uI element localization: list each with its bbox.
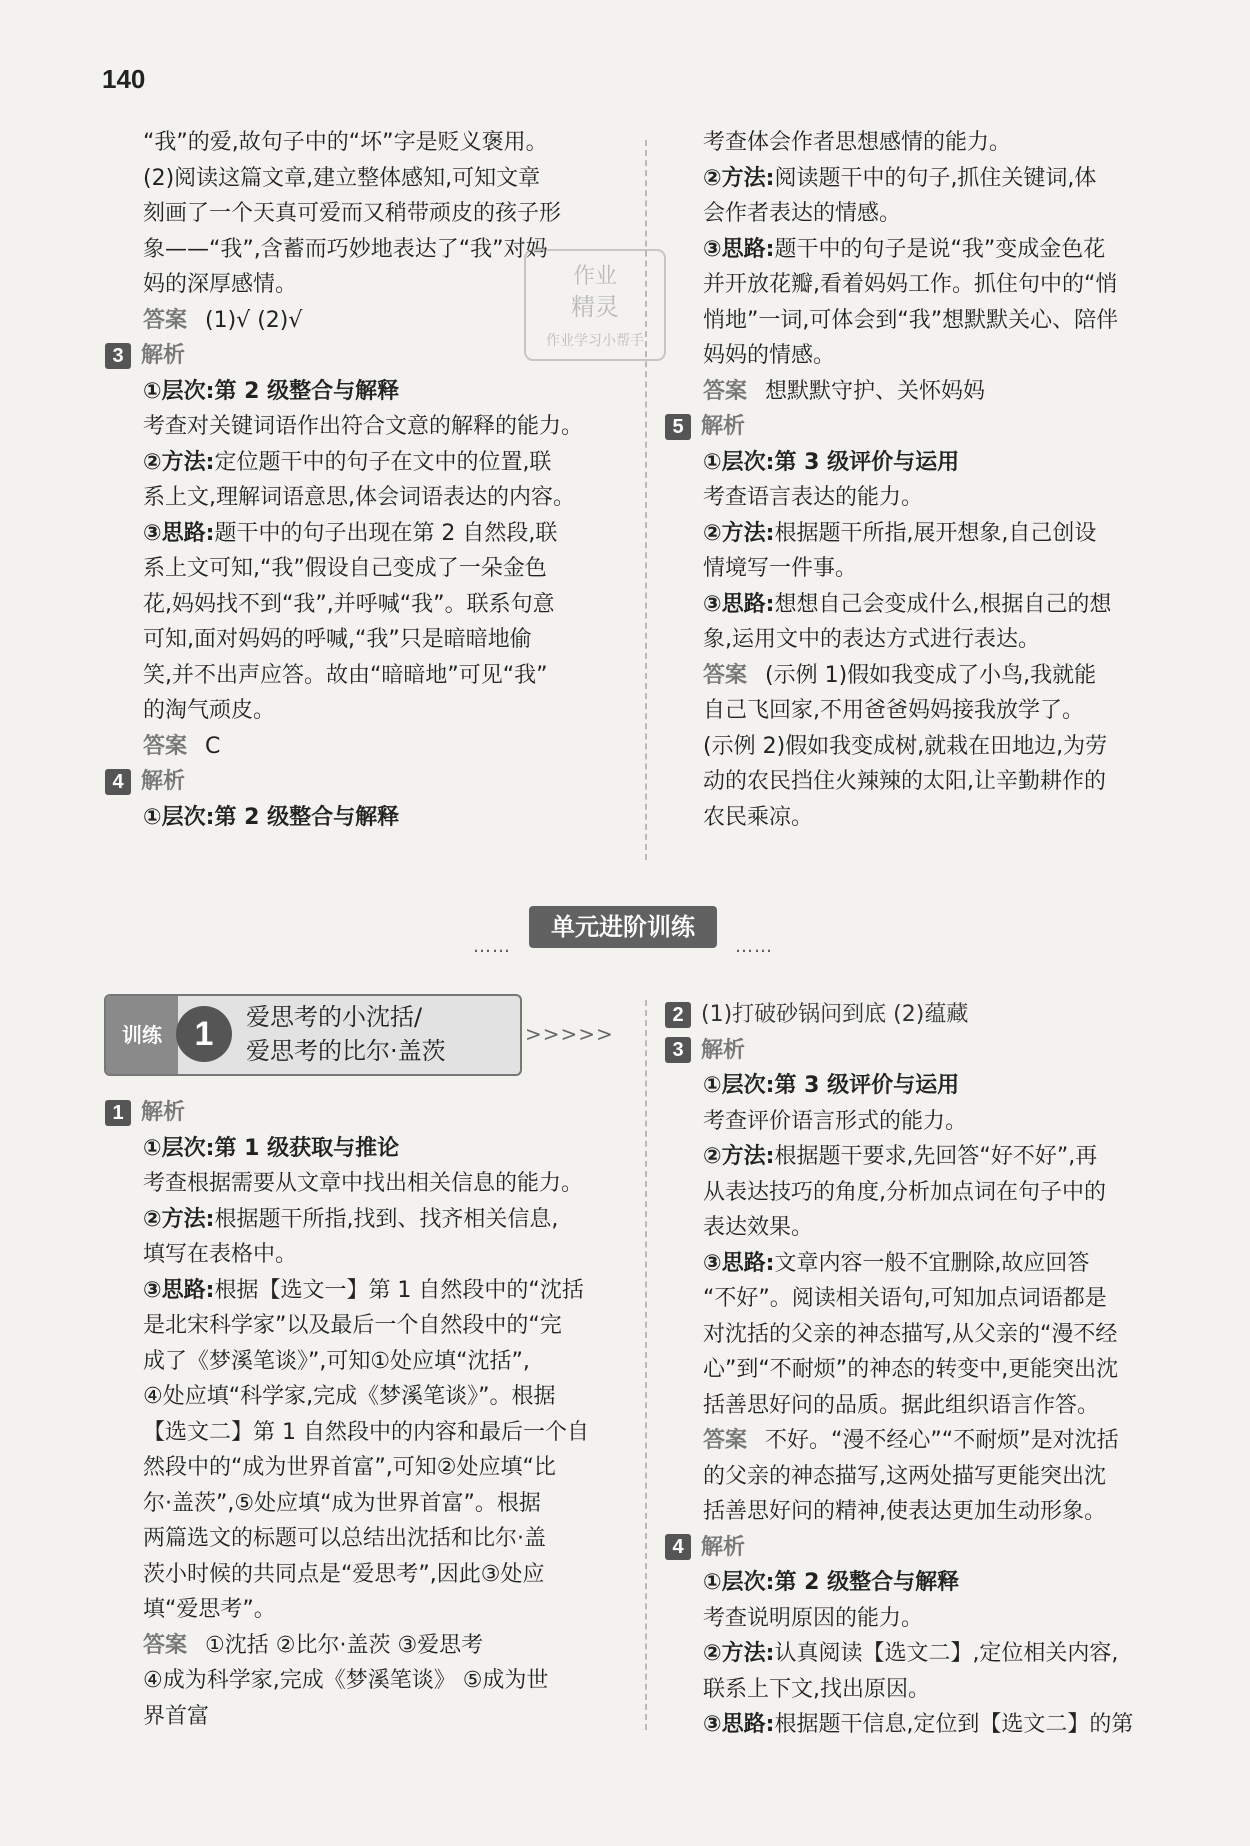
left-column-top xyxy=(112,125,623,835)
text-line: 动的农民挡住火辣辣的太阳,让辛勤耕作的 xyxy=(703,769,1106,794)
question-number: 5 xyxy=(665,414,691,440)
text-line: 的淘气顽皮。 xyxy=(143,698,276,723)
training-header xyxy=(104,994,522,1076)
text-line: 然段中的“成为世界首富”,可知②处应填“比 xyxy=(143,1455,556,1480)
level-line: ①层次:第 3 级评价与运用 xyxy=(703,449,960,475)
answer-line: 答案 C xyxy=(143,733,221,759)
section-title: 单元进阶训练 xyxy=(529,906,717,948)
section-banner xyxy=(473,898,773,966)
idea-line: ③思路:题干中的句子是说“我”变成金色花 xyxy=(703,236,1106,262)
answer-line: 答案 想默默守护、关怀妈妈 xyxy=(703,378,986,404)
question-header xyxy=(105,764,623,800)
training-tab: 训练 xyxy=(106,996,178,1074)
method-line: ②方法:根据题干要求,先回答“好不好”,再 xyxy=(703,1144,1098,1169)
question-title: 解析 xyxy=(141,343,186,368)
text-line: “不好”。阅读相关语句,可知加点词语都是 xyxy=(703,1286,1107,1311)
watermark-text: 作业学习小帮手 xyxy=(546,333,644,349)
text-line: 填“爱思考”。 xyxy=(143,1597,276,1622)
text-line: 并开放花瓣,看着妈妈工作。抓住句中的“悄 xyxy=(703,272,1118,297)
text-line: (2)阅读这篇文章,建立整体感知,可知文章 xyxy=(143,165,541,191)
text-line: 联系上下文,找出原因。 xyxy=(703,1676,930,1702)
watermark-stamp xyxy=(520,245,670,365)
idea-line: ③思路:想想自己会变成什么,根据自己的想 xyxy=(703,591,1112,617)
text-line: 妈妈的情感。 xyxy=(703,343,836,368)
text-line: 象,运用文中的表达方式进行表达。 xyxy=(703,627,1040,652)
question-number: 4 xyxy=(105,769,131,795)
level-line: ①层次:第 1 级获取与推论 xyxy=(143,1135,400,1161)
method-line: ②方法:阅读题干中的句子,抓住关键词,体 xyxy=(703,165,1097,191)
question-header xyxy=(105,1095,623,1131)
text-line: 花,妈妈找不到“我”,并呼喊“我”。联系句意 xyxy=(143,591,555,617)
question-number: 3 xyxy=(105,343,131,369)
text-line: 的父亲的神态描写,这两处描写更能突出沈 xyxy=(703,1463,1106,1489)
text-line: 系上文,理解词语意思,体会词语表达的内容。 xyxy=(143,485,575,510)
arrows-decoration: >>>>> xyxy=(525,1022,614,1046)
text-line: 考查语言表达的能力。 xyxy=(703,485,924,510)
right-column-top xyxy=(672,125,1183,835)
decorative-dots: …… xyxy=(735,936,773,957)
question-title: 解析 xyxy=(701,1534,746,1560)
text-line: 括善思好问的精神,使表达更加生动形象。 xyxy=(703,1499,1106,1524)
text-line: (示例 2)假如我变成树,就栽在田地边,为劳 xyxy=(703,733,1108,759)
idea-line: ③思路:题干中的句子出现在第 2 自然段,联 xyxy=(143,520,558,546)
question-title: 解析 xyxy=(701,1037,746,1063)
training-number: 1 xyxy=(176,1006,232,1062)
text-line: 考查评价语言形式的能力。 xyxy=(703,1108,968,1134)
question-header xyxy=(665,1530,1183,1566)
level-line: ①层次:第 2 级整合与解释 xyxy=(143,804,400,830)
text-line: ④处应填“科学家,完成《梦溪笔谈》”。根据 xyxy=(143,1384,556,1409)
answer-line: 答案 ①沈括 ②比尔·盖茨 ③爱思考 xyxy=(143,1632,484,1658)
text-line: 考查对关键词语作出符合文意的解释的能力。 xyxy=(143,414,584,439)
text-line: 象——“我”,含蓄而巧妙地表达了“我”对妈 xyxy=(143,236,548,262)
answer-line: 答案 (示例 1)假如我变成了小鸟,我就能 xyxy=(703,662,1097,688)
text-line: 表达效果。 xyxy=(703,1215,814,1240)
text-line: 考查说明原因的能力。 xyxy=(703,1605,924,1631)
question-header xyxy=(665,1033,1183,1069)
text-line: “我”的爱,故句子中的“坏”字是贬义褒用。 xyxy=(143,130,548,155)
text-line: 笑,并不出声应答。故由“暗暗地”可见“我” xyxy=(143,662,548,688)
level-line: ①层次:第 2 级整合与解释 xyxy=(703,1570,960,1595)
method-line: ②方法:根据题干所指,展开想象,自己创设 xyxy=(703,520,1097,546)
text-line: 情境写一件事。 xyxy=(703,556,858,581)
text-line: 心”到“不耐烦”的神态的转变中,更能突出沈 xyxy=(703,1357,1119,1382)
text-line: 刻画了一个天真可爱而又稍带顽皮的孩子形 xyxy=(143,201,562,226)
method-line: ②方法:定位题干中的句子在文中的位置,联 xyxy=(143,449,552,475)
level-line: ①层次:第 3 级评价与运用 xyxy=(703,1073,960,1098)
question-header xyxy=(665,409,1183,445)
question-title: 解析 xyxy=(141,1100,186,1125)
question-number: 3 xyxy=(665,1037,691,1063)
right-column-bottom xyxy=(672,997,1183,1743)
text-line: 茨小时候的共同点是“爱思考”,因此③处应 xyxy=(143,1561,545,1587)
left-column-bottom xyxy=(112,1095,623,1734)
text-line: 成了《梦溪笔谈》”,可知①处应填“沈括”, xyxy=(143,1348,530,1374)
method-line: ②方法:认真阅读【选文二】,定位相关内容, xyxy=(703,1641,1119,1666)
text-line: 悄地”一词,可体会到“我”想默默关心、陪伴 xyxy=(703,307,1119,333)
text-line: 自己飞回家,不用爸爸妈妈接我放学了。 xyxy=(703,698,1084,723)
text-line: 两篇选文的标题可以总结出沈括和比尔·盖 xyxy=(143,1526,546,1551)
training-title: 爱思考的小沈括/ 爱思考的比尔·盖茨 xyxy=(246,1003,446,1065)
text-line: 尔·盖茨”,⑤处应填“成为世界首富”。根据 xyxy=(143,1490,541,1516)
question-title: 解析 xyxy=(701,414,746,439)
answer-label: 答案 xyxy=(143,307,188,333)
question-header xyxy=(665,997,1183,1033)
text-line: 填写在表格中。 xyxy=(143,1242,298,1267)
text-line: 对沈括的父亲的神态描写,从父亲的“漫不经 xyxy=(703,1321,1118,1347)
text-line: 农民乘凉。 xyxy=(703,804,814,830)
method-line: ②方法:根据题干所指,找到、找齐相关信息, xyxy=(143,1206,559,1232)
text-line: 【选文二】第 1 自然段中的内容和最后一个自 xyxy=(143,1419,589,1445)
answer-text: (1)√ (2)√ xyxy=(205,307,303,333)
watermark-text: 作业 xyxy=(572,264,618,289)
idea-line: ③思路:根据【选文一】第 1 自然段中的“沈括 xyxy=(143,1277,584,1303)
watermark-text: 精灵 xyxy=(571,293,619,321)
question-answer: (1)打破砂锅问到底 (2)蕴藏 xyxy=(701,1002,969,1027)
text-line: 考查体会作者思想感情的能力。 xyxy=(703,130,1012,155)
text-line: 从表达技巧的角度,分析加点词在句子中的 xyxy=(703,1179,1106,1205)
text-line: 界首富 xyxy=(143,1703,210,1729)
text-line: 系上文可知,“我”假设自己变成了一朵金色 xyxy=(143,556,547,581)
question-number: 1 xyxy=(105,1100,131,1126)
text-line: 是北宋科学家”以及最后一个自然段中的“完 xyxy=(143,1313,562,1338)
decorative-dots: …… xyxy=(473,936,511,957)
question-title: 解析 xyxy=(141,769,186,794)
page-number: 140 xyxy=(102,64,146,94)
text-line: 考查根据需要从文章中找出相关信息的能力。 xyxy=(143,1171,584,1196)
column-divider xyxy=(645,1000,647,1730)
idea-line: ③思路:根据题干信息,定位到【选文二】的第 xyxy=(703,1712,1134,1737)
question-number: 2 xyxy=(665,1002,691,1028)
answer-line: 答案 不好。“漫不经心”“不耐烦”是对沈括 xyxy=(703,1428,1119,1453)
text-line: 妈的深厚感情。 xyxy=(143,272,298,297)
level-line: ①层次:第 2 级整合与解释 xyxy=(143,378,400,404)
text-line: 可知,面对妈妈的呼喊,“我”只是暗暗地偷 xyxy=(143,627,532,652)
question-number: 4 xyxy=(665,1534,691,1560)
idea-line: ③思路:文章内容一般不宜删除,故应回答 xyxy=(703,1250,1090,1276)
text-line: ④成为科学家,完成《梦溪笔谈》 ⑤成为世 xyxy=(143,1668,549,1693)
text-line: 会作者表达的情感。 xyxy=(703,201,902,226)
text-line: 括善思好问的品质。据此组织语言作答。 xyxy=(703,1392,1100,1418)
